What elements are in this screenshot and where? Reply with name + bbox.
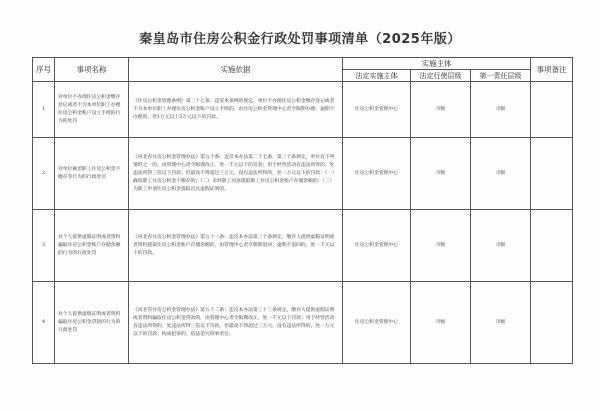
row-subject: 住房公积金管理中心	[343, 282, 411, 364]
row-name: 对个人提供虚假证明或者资料骗取住房公积金贷款的行为的行政处罚	[55, 282, 129, 364]
row-no: 1	[33, 82, 55, 138]
penalty-items-table	[32, 57, 573, 364]
header-legal-subject: 法定实施主体	[343, 70, 411, 82]
row-no: 2	[33, 138, 55, 210]
table-row	[33, 210, 573, 282]
document-title: 秦皇岛市住房公积金行政处罚事项清单（2025年版）	[139, 32, 461, 47]
row-legal-level: 市级	[411, 210, 471, 282]
row-first-level: 市级	[471, 82, 531, 138]
row-legal-level: 市级	[411, 82, 471, 138]
header-first-level: 第一责任层级	[471, 70, 531, 82]
header-remark: 事项备注	[531, 58, 573, 82]
row-name: 对个人提供虚假证明或者资料骗取住房公积金账户存储余额的行为的行政处罚	[55, 210, 129, 282]
header-no: 序号	[33, 58, 55, 82]
row-remark	[531, 210, 573, 282]
row-remark	[531, 82, 573, 138]
row-basis: 《河北省住房公积金管理办法》第五十条：违反本办法第二十七条、第三十条规定，单位有下列情形之一的，由管理中心责令限期改正，处一千元以下的罚款；用于经营活动有违法所得的，处违法所得三倍以下罚款，但最高不得超过三万元，没有违法所得的，处一万元以下的罚款：（一）截留职工住房公积金不缴存的；（二）未经职工同意提取职工住房公积金账户存储余额的；（三）为职工申请住房公积金提取出具虚假证明的。	[129, 138, 343, 210]
header-subject: 实施主体	[343, 58, 531, 70]
row-subject: 住房公积金管理中心	[343, 210, 411, 282]
row-name: 对单位不办理住房公积金缴存登记或者不为本单位职工办理住房公积金账户设立手续的行为的处罚	[55, 82, 129, 138]
header-basis: 实施依据	[129, 58, 343, 82]
row-legal-level: 市级	[411, 138, 471, 210]
row-first-level: 市级	[471, 210, 531, 282]
table-row	[33, 138, 573, 210]
row-subject: 住房公积金管理中心	[343, 82, 411, 138]
row-basis: 《河北省住房公积金管理办法》第五十一条：违反本办法第三十条规定，缴存人提供虚假证明或者资料提取住房公积金账户存储余额的，由管理中心责令限期退回；逾期不退回的，处一千元以下的罚款。	[129, 210, 343, 282]
row-name: 对单位截留职工住房公积金不缴存等行为的行政处罚	[55, 138, 129, 210]
row-subject: 住房公积金管理中心	[343, 138, 411, 210]
row-remark	[531, 282, 573, 364]
row-remark	[531, 138, 573, 210]
header-name: 事项名称	[55, 58, 129, 82]
table-row	[33, 82, 573, 138]
row-no: 3	[33, 210, 55, 282]
row-legal-level: 市级	[411, 282, 471, 364]
table-row	[33, 282, 573, 364]
row-no: 4	[33, 282, 55, 364]
row-first-level: 市级	[471, 282, 531, 364]
row-basis: 《住房公积金管理条例》第三十七条：违反本条例的规定，单位不办理住房公积金缴存登记或者不为本单位职工办理住房公积金账户设立手续的，由住房公积金管理中心责令限期办理；逾期不办理的，处1万元以上5万元以下的罚款。	[129, 82, 343, 138]
row-basis: 《河北省住房公积金管理办法》第五十二条：违反本办法第三十三条规定，缴存人提供虚假证明或者资料骗取住房公积金贷款的，由管理中心责令限期改正，处一千元以下罚款；用于经营活动有违法所得的，处违法所得三倍以下罚款，但最高不得超过三万元，没有违法所得的，处一万元以下的罚款；构成犯罪的，依法追究刑事责任。	[129, 282, 343, 364]
header-legal-level: 法定行使层级	[411, 70, 471, 82]
row-first-level: 市级	[471, 138, 531, 210]
